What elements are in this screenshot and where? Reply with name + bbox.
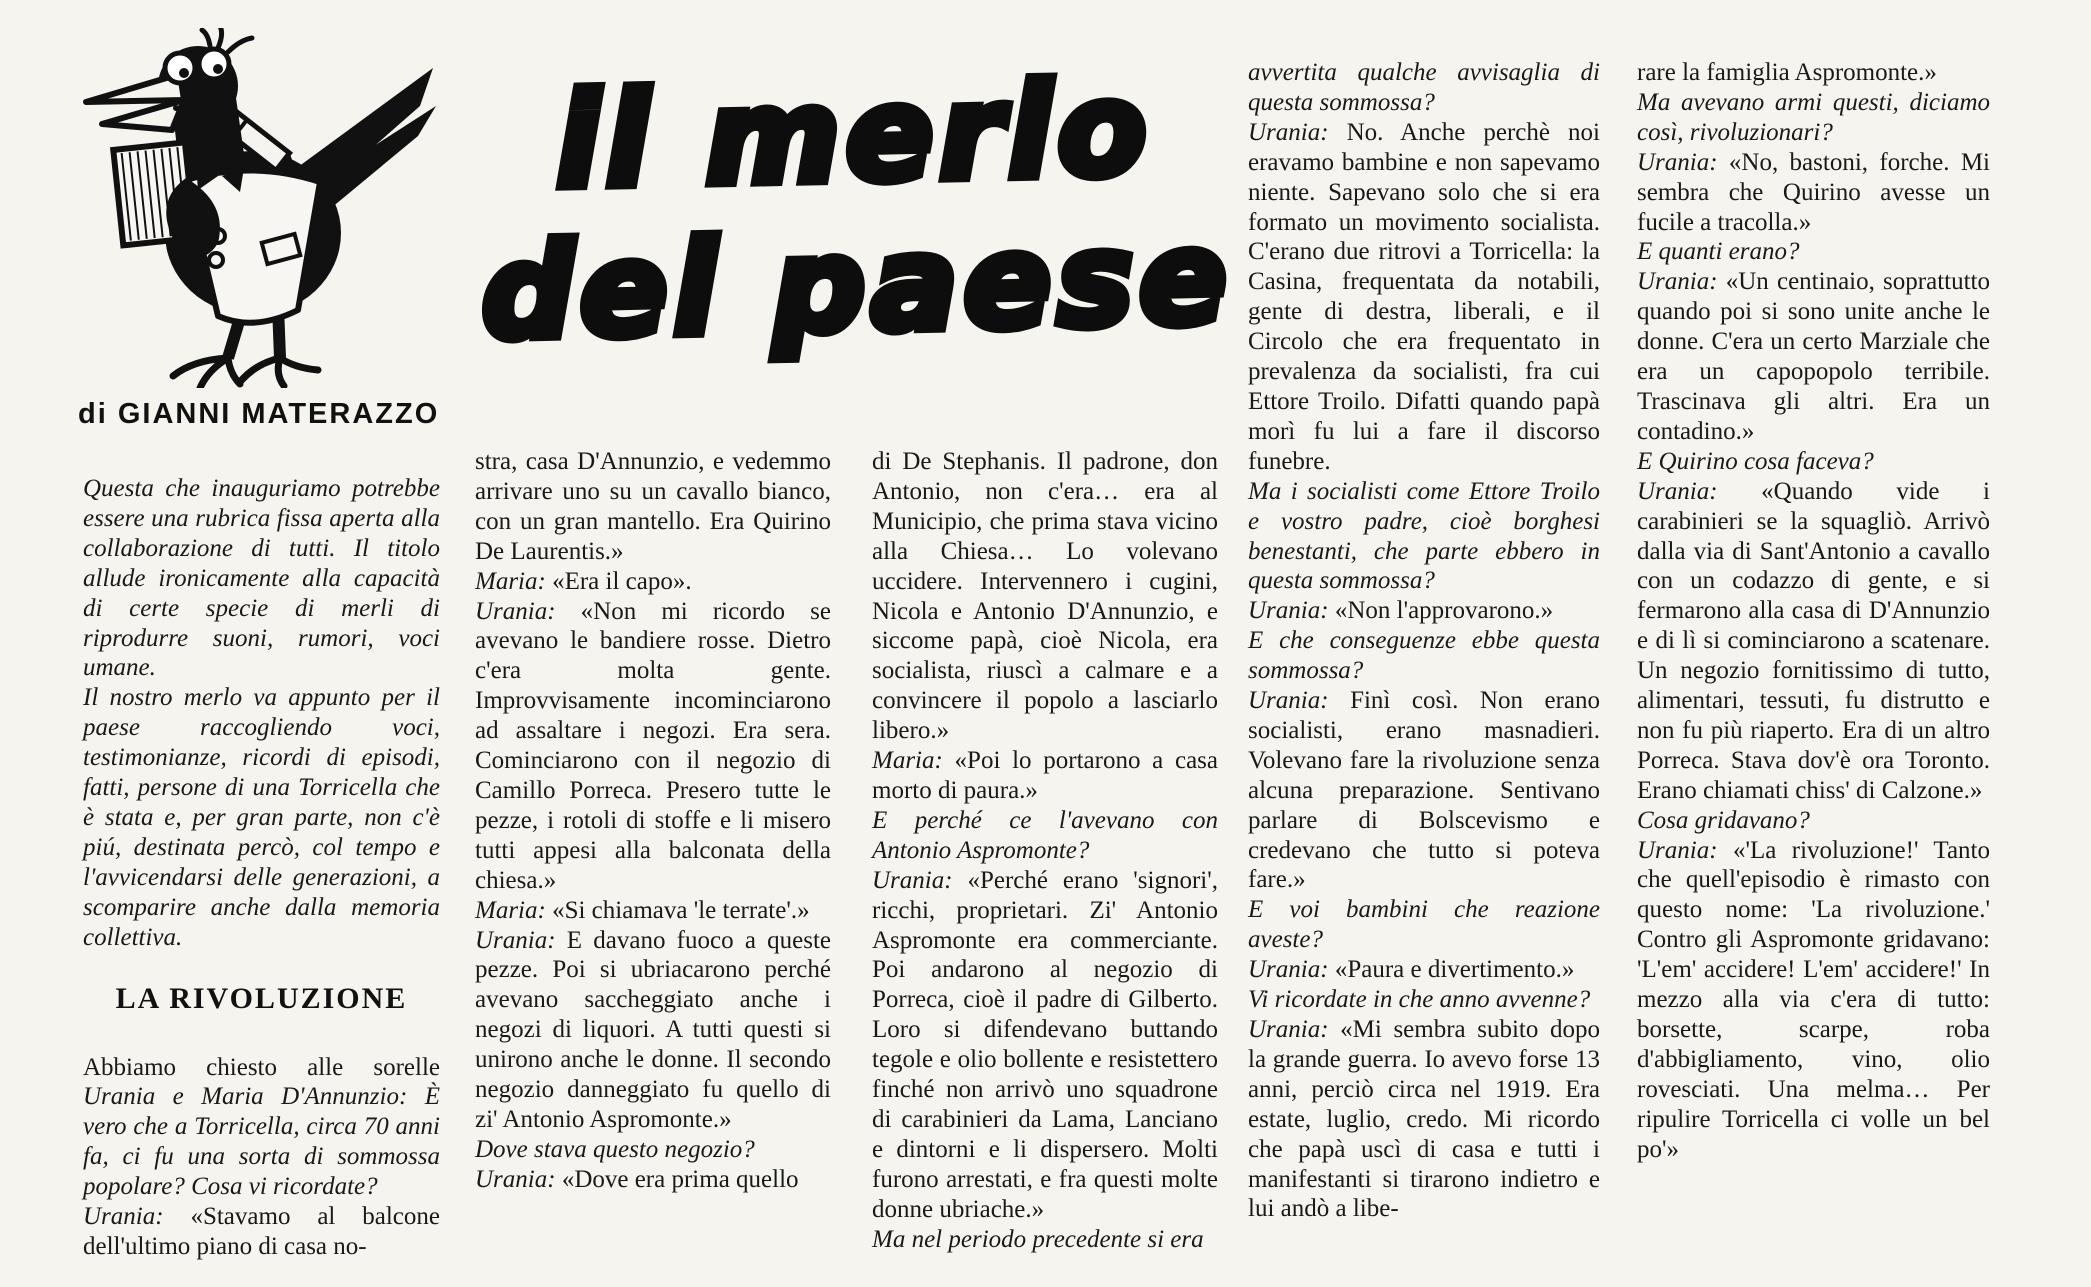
paragraph: E quanti erano? — [1637, 238, 1800, 266]
article-column-3 — [872, 447, 1218, 1282]
paragraph: Urania: E davano fuoco a queste pezze. Poi si ubriacarono perché avevano saccheggiato anche i negozi di liquori. A tutti questi si unirono anche le donne. Il secondo negozio danneggiato fu quello di zi' Antonio Aspromonte.» — [475, 926, 831, 1133]
paragraph: E Quirino cosa faceva? — [1637, 447, 1874, 475]
paragraph: avvertita qualche avvisaglia di questa sommossa? — [1248, 59, 1600, 116]
paragraph: Dove stava questo negozio? — [475, 1135, 755, 1163]
paragraph: Vi ricordate in che anno avvenne? — [1248, 986, 1591, 1014]
paragraph: Urania: No. Anche perchè noi eravamo bambine e non sapevamo niente. Sapevano solo che si era formato un movimento socialista. C'erano due ritrovi a Torricella: la Casina, frequentata da notabili, gente di destra, liberali, e il Circolo che era frequentato in prevalenza da socialisti, fra cui Ettore Troilo. Difatti quando papà morì fu lui a fare il discorso funebre. — [1248, 118, 1600, 475]
paragraph: Urania: «Dove era prima quello — [475, 1165, 799, 1193]
paragraph: Urania: Finì così. Non erano socialisti, erano masnadieri. Volevano fare la rivoluzione senza alcuna preparazione. Sentivano parlare di Bolscevismo e credevano che tutto si poteva fare.» — [1248, 687, 1601, 894]
paragraph: Maria: «Era il capo». — [475, 567, 692, 595]
masthead-title — [467, 52, 1243, 368]
paragraph: Il nostro merlo va appunto per il paese raccogliendo voci, testimonianze, ricordi di episodi, fatti, persone di una Torricella che è stata e, per gran parte, non c'è piú, destinata percò, col tempo e l'avvicendarsi delle generazioni, a scomparire anche dalla memoria collettiva. — [83, 684, 440, 951]
paragraph: E perché ce l'avevano con Antonio Aspromonte? — [872, 806, 1218, 864]
article-column-2 — [475, 447, 831, 1282]
paragraph: Ma nel periodo precedente si era — [872, 1225, 1204, 1253]
paragraph: E che conseguenze ebbe questa sommossa? — [1248, 627, 1600, 685]
blackbird-reporter-illustration — [68, 28, 448, 388]
paragraph: Urania: «Mi sembra subito dopo la grande guerra. Io avevo forse 13 anni, perciò circa nel 1919. Era estate, luglio, credo. Mi ricordo che papà uscì di casa e tutti i manifestanti si tirarono indietro e lui andò a libe- — [1248, 1016, 1600, 1223]
byline: di GIANNI MATERAZZO — [78, 398, 440, 430]
article-column-4 — [1248, 58, 1600, 1282]
paragraph: di De Stephanis. Il padrone, don Antonio, non c'era… era al Municipio, che prima stava vicino alla Chiesa… Lo volevano uccidere. Intervennero i cugini, Nicola e Antonio D'Annunzio, e siccome papà, cioè Nicola, era socialista, riuscì a calmare e a convincere il popolo a lasciarlo libero.» — [872, 448, 1218, 745]
masthead-title-line1: il merlo — [553, 52, 1153, 218]
paragraph: Urania: «Non l'approvarono.» — [1248, 597, 1554, 625]
paragraph: Urania: «Paura e divertimento.» — [1248, 956, 1575, 984]
paragraph: rare la famiglia Aspromonte.» — [1637, 59, 1937, 86]
masthead-title-line2: del paese — [479, 201, 1234, 369]
paragraph: Questa che inauguriamo potrebbe essere una rubrica fissa aperta alla collaborazione di tutti. Il titolo allude ironicamente alla capacità di certe specie di merli di riprodurre suoni, rumori, voci umane. — [83, 475, 440, 682]
paragraph: Urania: «Non mi ricordo se avevano le bandiere rosse. Dietro c'era molta gente. Improvvisamente incominciarono ad assaltare i negozi. Era sera. Cominciarono con il negozio di Camillo Porreca. Presero tutte le pezze, i rotoli di stoffe e li misero tutti appesi alla balconata della chiesa.» — [475, 597, 831, 894]
paragraph: Urania: «No, bastoni, forche. Mi sembra che Quirino avesse un fucile a tracolla.» — [1637, 148, 1990, 236]
paragraph: Urania: «Perché erano 'signori', ricchi, proprietari. Zi' Antonio Aspromonte era commerciante. Poi andarono al negozio di Porreca, cioè il padre di Gilberto. Loro si difendevano buttando tegole e olio bollente e resistettero finché non arrivò uno squadrone di carabinieri da Lama, Lanciano e dintorni e li dispersero. Molti furono arrestati, e fra questi molte donne ubriache.» — [872, 866, 1218, 1223]
article-column-5 — [1637, 58, 1990, 1282]
paragraph: stra, casa D'Annunzio, e vedemmo arrivare uno su un cavallo bianco, con un gran mantello. Era Quirino De Laurentis.» — [475, 448, 831, 565]
paragraph: E voi bambini che reazione aveste? — [1248, 896, 1600, 954]
paragraph: Urania: «Un centinaio, soprattutto quando poi si sono unite anche le donne. C'era un certo Marziale che era un capopopolo terribile. Trascinava gli altri. Era un contadino.» — [1637, 268, 1990, 445]
article-column-1 — [83, 474, 440, 1279]
paragraph: Maria: «Poi lo portarono a casa morto di paura.» — [872, 747, 1218, 804]
paragraph: Abbiamo chiesto alle sorelle Urania e Maria D'Annunzio: È vero che a Torricella, circa 70 anni fa, ci fu una sorta di sommossa popolare? Cosa vi ricordate? — [83, 1053, 440, 1201]
paragraph: Maria: «Si chiamava 'le terrate'.» — [475, 896, 810, 924]
paragraph: Urania: «Quando vide i carabinieri se la squagliò. Arrivò dalla via di Sant'Antonio a cavallo con un codazzo di gente, e si fermarono alla casa di D'Annunzio e di lì si cominciarono a scatenare. Un negozio fornitissimo di tutto, alimentari, tessuti, fu distrutto e non fu più riaperto. Era di un altro Porreca. Stava dov'è ora Toronto. Erano chiamati chiss' di Calzone.» — [1637, 477, 1990, 804]
paragraph: Urania: «'La rivoluzione!' Tanto che quell'episodio è rimasto con questo nome: 'La rivoluzione.' Contro gli Aspromonte gridavano: 'L'em' accidere! L'em' accidere!' In mezzo alla via c'era di tutto: borsette, scarpe, roba d'abbigliamento, vino, olio rovesciati. Una melma… Per ripulire Torricella ci volle un bel po'» — [1637, 836, 1990, 1163]
paragraph: Ma avevano armi questi, diciamo così, rivoluzionari? — [1637, 88, 1990, 146]
paragraph: Urania: «Stavamo al balcone dell'ultimo piano di casa no- — [83, 1203, 440, 1260]
paragraph: Ma i socialisti come Ettore Troilo e vostro padre, cioè borghesi benestanti, che parte ebbero in questa sommossa? — [1248, 477, 1600, 595]
section-heading: LA RIVOLUZIONE — [115, 981, 408, 1015]
paragraph: Cosa gridavano? — [1637, 806, 1810, 834]
